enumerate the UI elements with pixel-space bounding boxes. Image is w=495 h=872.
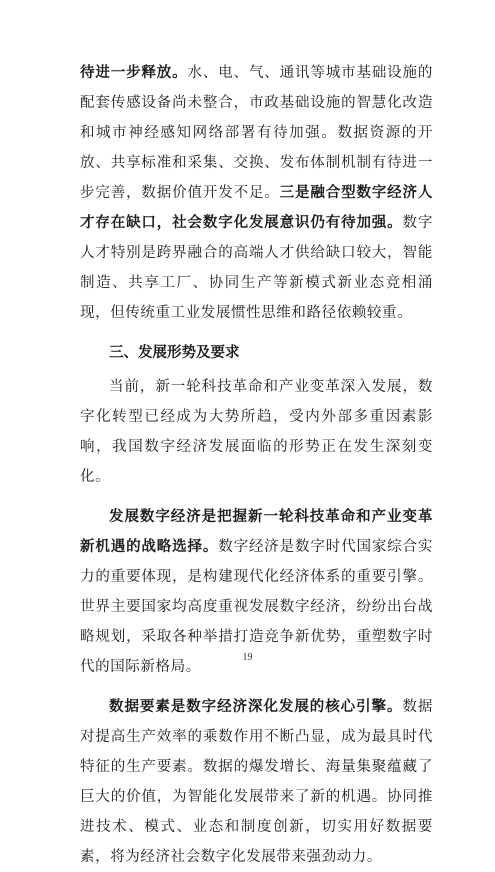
bold-phrase: 三是融合型数字经济人才存在缺口，社会数字化发展意识仍有待加强。 bbox=[80, 185, 433, 231]
body-text: 数字人才特别是跨界融合的高端人才供给缺口较大，智能制造、共享工厂、协同生产等新模式新业态竞相涌现，但传统重工业发展惯性思维和路径依赖较重。 bbox=[80, 215, 433, 321]
body-text: 水、电、气、通讯等城市基础设施的配套传感设备尚未整合，市政基础设施的智慧化改造和城市神经感知网络部署有待加强。数据资源的开放、共享标准和采集、交换、发布体制机制有待进一步完善，数据价值开发不足。 bbox=[80, 65, 433, 201]
bold-phrase: 待进一步释放。 bbox=[80, 65, 188, 81]
paragraph-infrastructure bbox=[80, 58, 433, 328]
page-number: 19 bbox=[242, 652, 253, 663]
section-heading: 三、发展形势及要求 bbox=[109, 345, 240, 361]
body-text: 数字经济是数字时代国家综合实力的重要体现，是构建现代化经济体系的重要引擎。世界主要国家均高度重视发展数字经济，纷纷出台战略规划，采取各种举措打造竞争新优势，重塑数字时代的国际新格局。 bbox=[80, 539, 433, 675]
paragraph-current-situation bbox=[80, 372, 433, 492]
bold-phrase: 发展数字经济是把握新一轮科技革命和产业变革新机遇的战略选择。 bbox=[80, 509, 433, 555]
body-text: 当前，新一轮科技革命和产业变革深入发展，数字化转型已经成为大势所趋，受内外部多重因素影响，我国数字经济发展面临的形势正在发生深刻变化。 bbox=[80, 379, 433, 485]
bold-phrase: 数据要素是数字经济深化发展的核心引擎。 bbox=[109, 699, 403, 715]
body-text: 数据对提高生产效率的乘数作用不断凸显，成为最具时代特征的生产要素。数据的爆发增长、海量集聚蕴藏了巨大的价值，为智能化发展带来了新的机遇。协同推进技术、模式、业态和制度创新，切实用好数据要素，将为经济社会数字化发展带来强劲动力。 bbox=[80, 699, 433, 865]
paragraph-data-elements bbox=[80, 692, 433, 872]
